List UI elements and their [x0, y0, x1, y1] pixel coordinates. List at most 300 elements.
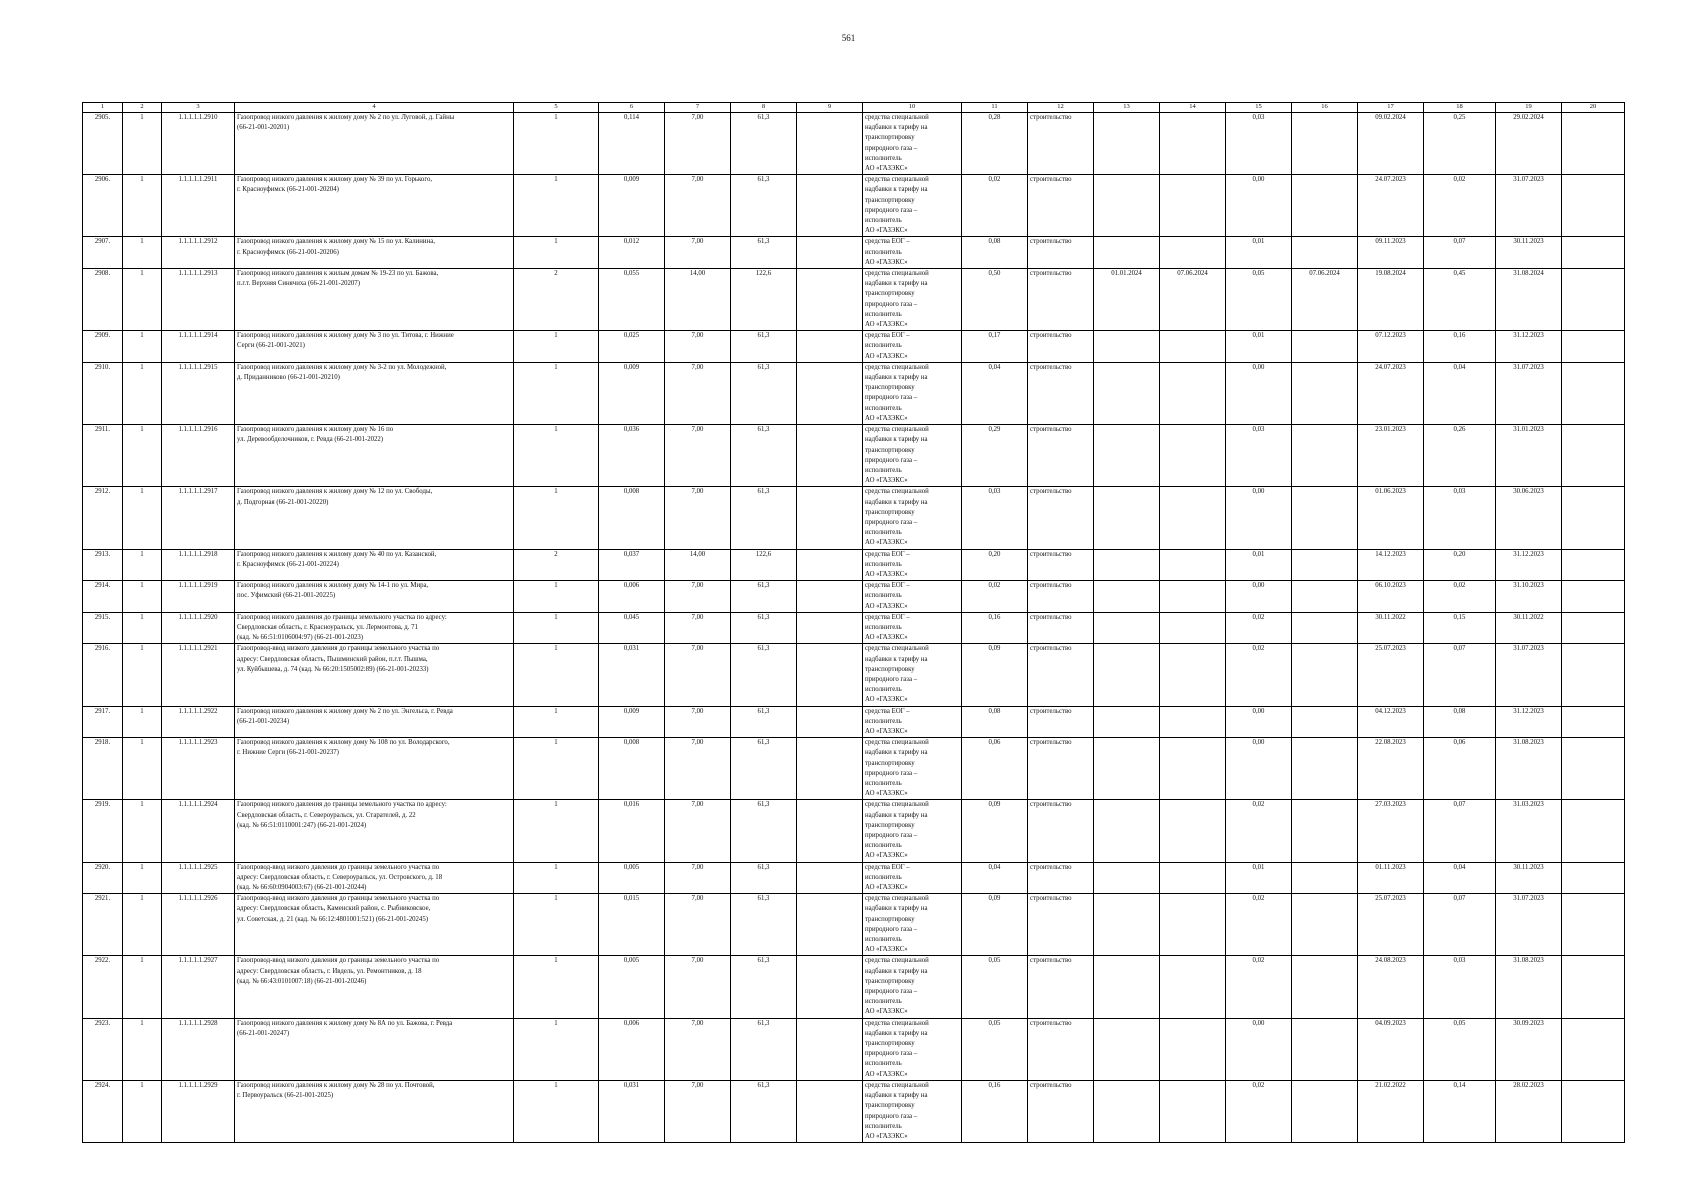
cell-cost: 0,03	[962, 487, 1028, 549]
cell-work-type: строительство	[1028, 175, 1094, 237]
cell-col-15: 0,02	[1226, 956, 1292, 1018]
cell-object-code: 1.1.1.1.1.2928	[162, 1018, 235, 1080]
cell-value: 0,07	[1424, 644, 1496, 706]
cell-completion-date: 01.06.2023	[1358, 487, 1424, 549]
cell-col-20	[1562, 612, 1625, 644]
cell-capacity: 61,3	[731, 706, 797, 738]
table-row	[83, 1018, 1625, 1080]
cell-work-type: строительство	[1028, 738, 1094, 800]
column-number-row	[83, 103, 1625, 113]
cell-object-name: Газопровод низкого давления к жилому дому № 8А по ул. Бажова, г. Ревда (66-21-001-20247)	[235, 1018, 514, 1080]
table-row	[83, 800, 1625, 862]
cell-object-code: 1.1.1.1.1.2920	[162, 612, 235, 644]
cell-value: 0,06	[1424, 738, 1496, 800]
cell-end-date	[1160, 706, 1226, 738]
column-number-header: 14	[1160, 103, 1226, 113]
cell-diameter: 7,00	[665, 612, 731, 644]
cell-object-name: Газопровод-ввод низкого давления до границы земельного участка по адресу: Свердловская область, Пышминский район, п.г.т. Пышма, ул. Куйбышева, д. 74 (кад. № 66:20:1505002:89) (66-21-001-20233)	[235, 644, 514, 706]
table-row	[83, 113, 1625, 175]
cell-end-date	[1160, 487, 1226, 549]
cell-length: 0,114	[599, 113, 665, 175]
cell-work-type: строительство	[1028, 1018, 1094, 1080]
cell-object-name: Газопровод низкого давления к жилому дому № 39 по ул. Горького, г. Красноуфимск (66-21-001-20204)	[235, 175, 514, 237]
cell-diameter: 7,00	[665, 956, 731, 1018]
cell-col-16	[1292, 331, 1358, 363]
cell-diameter: 7,00	[665, 175, 731, 237]
cell-col-5: 1	[514, 956, 599, 1018]
cell-commissioning-date: 31.12.2023	[1496, 706, 1562, 738]
cell-row-number: 2917.	[83, 706, 123, 738]
cell-cost: 0,08	[962, 706, 1028, 738]
cell-length: 0,009	[599, 362, 665, 424]
cell-row-number: 2921.	[83, 894, 123, 956]
column-number-header: 17	[1358, 103, 1424, 113]
cell-col-20	[1562, 800, 1625, 862]
cell-col-20	[1562, 113, 1625, 175]
cell-commissioning-date: 30.09.2023	[1496, 1018, 1562, 1080]
table-row	[83, 549, 1625, 581]
cell-object-name: Газопровод низкого давления к жилому дому № 16 по ул. Деревообделочников, г. Ревда (66-21-001-2022)	[235, 425, 514, 487]
cell-work-type: строительство	[1028, 269, 1094, 331]
cell-col-15: 0,00	[1226, 706, 1292, 738]
cell-start-date	[1094, 612, 1160, 644]
cell-value: 0,03	[1424, 956, 1496, 1018]
cell-object-name: Газопровод низкого давления к жилым домам № 19-23 по ул. Бажова, п.г.т. Верхняя Синячиха (66-21-001-20207)	[235, 269, 514, 331]
cell-commissioning-date: 31.08.2023	[1496, 956, 1562, 1018]
cell-diameter: 7,00	[665, 644, 731, 706]
cell-capacity: 61,3	[731, 894, 797, 956]
cell-end-date	[1160, 612, 1226, 644]
cell-col-9	[797, 1018, 863, 1080]
cell-commissioning-date: 30.11.2023	[1496, 237, 1562, 269]
cell-length: 0,008	[599, 738, 665, 800]
cell-work-type: строительство	[1028, 894, 1094, 956]
cell-diameter: 7,00	[665, 894, 731, 956]
cell-capacity: 61,3	[731, 331, 797, 363]
cell-start-date	[1094, 800, 1160, 862]
cell-work-type: строительство	[1028, 331, 1094, 363]
table-row	[83, 362, 1625, 424]
cell-completion-date: 09.02.2024	[1358, 113, 1424, 175]
cell-funding-source: средства специальной надбавки к тарифу на транспортировку природного газа – исполнитель АО «ГАЗЭКС»	[863, 738, 962, 800]
cell-length: 0,008	[599, 487, 665, 549]
cell-completion-date: 25.07.2023	[1358, 894, 1424, 956]
cell-value: 0,02	[1424, 581, 1496, 613]
cell-row-number: 2913.	[83, 549, 123, 581]
cell-length: 0,025	[599, 331, 665, 363]
cell-col-20	[1562, 237, 1625, 269]
cell-col-2: 1	[123, 331, 162, 363]
cell-work-type: строительство	[1028, 800, 1094, 862]
cell-work-type: строительство	[1028, 487, 1094, 549]
cell-object-name: Газопровод низкого давления до границы земельного участка по адресу: Свердловская область, г. Красноуральск, ул. Лермонтова, д. 71 (кад. № 66:51:0106004:97) (66-21-001-2023)	[235, 612, 514, 644]
cell-work-type: строительство	[1028, 237, 1094, 269]
cell-diameter: 7,00	[665, 581, 731, 613]
cell-col-16	[1292, 175, 1358, 237]
cell-col-15: 0,02	[1226, 894, 1292, 956]
cell-end-date	[1160, 1080, 1226, 1142]
cell-col-5: 1	[514, 362, 599, 424]
column-number-header: 15	[1226, 103, 1292, 113]
cell-row-number: 2919.	[83, 800, 123, 862]
cell-commissioning-date: 31.08.2024	[1496, 269, 1562, 331]
page-number: 561	[841, 33, 856, 43]
cell-length: 0,036	[599, 425, 665, 487]
cell-cost: 0,09	[962, 894, 1028, 956]
cell-funding-source: средства ЕОГ – исполнитель АО «ГАЗЭКС»	[863, 549, 962, 581]
cell-col-5: 1	[514, 894, 599, 956]
cell-object-code: 1.1.1.1.1.2911	[162, 175, 235, 237]
cell-capacity: 61,3	[731, 175, 797, 237]
cell-col-5: 1	[514, 612, 599, 644]
cell-col-20	[1562, 706, 1625, 738]
cell-end-date	[1160, 425, 1226, 487]
cell-col-2: 1	[123, 862, 162, 894]
cell-col-15: 0,01	[1226, 237, 1292, 269]
cell-col-16	[1292, 956, 1358, 1018]
cell-start-date	[1094, 581, 1160, 613]
cell-funding-source: средства ЕОГ – исполнитель АО «ГАЗЭКС»	[863, 237, 962, 269]
cell-col-15: 0,00	[1226, 175, 1292, 237]
cell-col-5: 2	[514, 269, 599, 331]
cell-funding-source: средства специальной надбавки к тарифу на транспортировку природного газа – исполнитель АО «ГАЗЭКС»	[863, 800, 962, 862]
table-row	[83, 644, 1625, 706]
cell-end-date	[1160, 331, 1226, 363]
cell-col-5: 1	[514, 862, 599, 894]
cell-end-date	[1160, 549, 1226, 581]
cell-length: 0,009	[599, 706, 665, 738]
cell-col-2: 1	[123, 581, 162, 613]
cell-col-5: 1	[514, 331, 599, 363]
cell-object-name: Газопровод-ввод низкого давления до границы земельного участка по адресу: Свердловская область, г. Ивдель, ул. Ремонтников, д. 18 (кад. № 66:43:0101007:18) (66-21-001-20246)	[235, 956, 514, 1018]
cell-col-15: 0,02	[1226, 1080, 1292, 1142]
cell-work-type: строительство	[1028, 644, 1094, 706]
cell-row-number: 2914.	[83, 581, 123, 613]
cell-commissioning-date: 30.06.2023	[1496, 487, 1562, 549]
cell-col-20	[1562, 362, 1625, 424]
table-row	[83, 581, 1625, 613]
table-row	[83, 956, 1625, 1018]
cell-start-date	[1094, 1018, 1160, 1080]
cell-object-name: Газопровод низкого давления к жилому дому № 28 по ул. Почтовой, г. Первоуральск (66-21-001-2025)	[235, 1080, 514, 1142]
cell-object-code: 1.1.1.1.1.2923	[162, 738, 235, 800]
cell-value: 0,04	[1424, 862, 1496, 894]
cell-col-9	[797, 862, 863, 894]
cell-col-9	[797, 549, 863, 581]
cell-commissioning-date: 31.07.2023	[1496, 894, 1562, 956]
cell-work-type: строительство	[1028, 956, 1094, 1018]
cell-capacity: 61,3	[731, 237, 797, 269]
cell-completion-date: 04.09.2023	[1358, 1018, 1424, 1080]
cell-col-16	[1292, 800, 1358, 862]
cell-end-date	[1160, 362, 1226, 424]
cell-col-2: 1	[123, 425, 162, 487]
cell-completion-date: 24.08.2023	[1358, 956, 1424, 1018]
cell-completion-date: 19.08.2024	[1358, 269, 1424, 331]
cell-col-5: 1	[514, 706, 599, 738]
cell-object-code: 1.1.1.1.1.2910	[162, 113, 235, 175]
cell-diameter: 7,00	[665, 862, 731, 894]
cell-col-2: 1	[123, 175, 162, 237]
cell-value: 0,04	[1424, 362, 1496, 424]
cell-object-name: Газопровод низкого давления к жилому дому № 40 по ул. Казанской, г. Красноуфимск (66-21-001-20224)	[235, 549, 514, 581]
table-row	[83, 237, 1625, 269]
cell-col-2: 1	[123, 612, 162, 644]
cell-end-date	[1160, 862, 1226, 894]
cell-completion-date: 06.10.2023	[1358, 581, 1424, 613]
cell-col-5: 1	[514, 237, 599, 269]
cell-col-15: 0,03	[1226, 113, 1292, 175]
cell-col-5: 1	[514, 1018, 599, 1080]
cell-capacity: 61,3	[731, 644, 797, 706]
cell-work-type: строительство	[1028, 549, 1094, 581]
cell-col-16	[1292, 706, 1358, 738]
cell-col-16	[1292, 644, 1358, 706]
cell-row-number: 2918.	[83, 738, 123, 800]
cell-col-20	[1562, 175, 1625, 237]
cell-work-type: строительство	[1028, 425, 1094, 487]
cell-row-number: 2911.	[83, 425, 123, 487]
cell-col-16: 07.06.2024	[1292, 269, 1358, 331]
cell-col-20	[1562, 1080, 1625, 1142]
cell-col-2: 1	[123, 1080, 162, 1142]
cell-row-number: 2912.	[83, 487, 123, 549]
cell-work-type: строительство	[1028, 1080, 1094, 1142]
column-number-header: 13	[1094, 103, 1160, 113]
cell-diameter: 7,00	[665, 1018, 731, 1080]
cell-start-date	[1094, 331, 1160, 363]
cell-row-number: 2916.	[83, 644, 123, 706]
cell-capacity: 122,6	[731, 269, 797, 331]
cell-start-date	[1094, 894, 1160, 956]
cell-col-9	[797, 487, 863, 549]
cell-col-15: 0,01	[1226, 331, 1292, 363]
cell-value: 0,45	[1424, 269, 1496, 331]
cell-diameter: 7,00	[665, 487, 731, 549]
cell-row-number: 2909.	[83, 331, 123, 363]
cell-end-date	[1160, 237, 1226, 269]
cell-col-2: 1	[123, 549, 162, 581]
column-number-header: 5	[514, 103, 599, 113]
cell-value: 0,26	[1424, 425, 1496, 487]
cell-capacity: 61,3	[731, 800, 797, 862]
cell-col-2: 1	[123, 113, 162, 175]
cell-cost: 0,08	[962, 237, 1028, 269]
cell-commissioning-date: 31.03.2023	[1496, 800, 1562, 862]
table-row	[83, 738, 1625, 800]
cell-completion-date: 24.07.2023	[1358, 175, 1424, 237]
cell-col-9	[797, 706, 863, 738]
cell-length: 0,006	[599, 581, 665, 613]
investment-program-table	[82, 102, 1625, 1143]
cell-col-15: 0,05	[1226, 269, 1292, 331]
cell-cost: 0,02	[962, 175, 1028, 237]
cell-col-9	[797, 581, 863, 613]
cell-object-code: 1.1.1.1.1.2919	[162, 581, 235, 613]
cell-object-name: Газопровод-ввод низкого давления до границы земельного участка по адресу: Свердловская область, Каменский район, с. Рыбниковское, ул. Советская, д. 21 (кад. № 66:12:4801001:521) (66-21-001-20245)	[235, 894, 514, 956]
cell-object-code: 1.1.1.1.1.2912	[162, 237, 235, 269]
cell-value: 0,07	[1424, 800, 1496, 862]
cell-object-name: Газопровод низкого давления к жилому дому № 14-1 по ул. Мира, пос. Уфимский (66-21-001-20225)	[235, 581, 514, 613]
cell-end-date	[1160, 175, 1226, 237]
cell-length: 0,037	[599, 549, 665, 581]
cell-value: 0,07	[1424, 894, 1496, 956]
cell-object-code: 1.1.1.1.1.2924	[162, 800, 235, 862]
cell-col-16	[1292, 425, 1358, 487]
table-row	[83, 269, 1625, 331]
table-row	[83, 612, 1625, 644]
cell-diameter: 7,00	[665, 425, 731, 487]
cell-end-date: 07.06.2024	[1160, 269, 1226, 331]
cell-col-9	[797, 425, 863, 487]
cell-col-15: 0,00	[1226, 738, 1292, 800]
cell-end-date	[1160, 1018, 1226, 1080]
cell-col-5: 1	[514, 175, 599, 237]
cell-diameter: 7,00	[665, 706, 731, 738]
cell-value: 0,05	[1424, 1018, 1496, 1080]
cell-cost: 0,09	[962, 644, 1028, 706]
cell-row-number: 2924.	[83, 1080, 123, 1142]
table-row	[83, 894, 1625, 956]
cell-col-16	[1292, 894, 1358, 956]
cell-funding-source: средства специальной надбавки к тарифу на транспортировку природного газа – исполнитель АО «ГАЗЭКС»	[863, 362, 962, 424]
cell-object-code: 1.1.1.1.1.2927	[162, 956, 235, 1018]
cell-length: 0,009	[599, 175, 665, 237]
cell-col-9	[797, 175, 863, 237]
cell-col-15: 0,01	[1226, 549, 1292, 581]
cell-end-date	[1160, 800, 1226, 862]
column-number-header: 16	[1292, 103, 1358, 113]
cell-diameter: 14,00	[665, 269, 731, 331]
column-number-header: 6	[599, 103, 665, 113]
cell-col-9	[797, 644, 863, 706]
cell-length: 0,031	[599, 644, 665, 706]
column-number-header: 18	[1424, 103, 1496, 113]
cell-col-20	[1562, 269, 1625, 331]
cell-col-16	[1292, 612, 1358, 644]
cell-completion-date: 14.12.2023	[1358, 549, 1424, 581]
cell-start-date: 01.01.2024	[1094, 269, 1160, 331]
cell-col-2: 1	[123, 706, 162, 738]
cell-funding-source: средства специальной надбавки к тарифу на транспортировку природного газа – исполнитель АО «ГАЗЭКС»	[863, 894, 962, 956]
cell-funding-source: средства специальной надбавки к тарифу на транспортировку природного газа – исполнитель АО «ГАЗЭКС»	[863, 425, 962, 487]
cell-funding-source: средства ЕОГ – исполнитель АО «ГАЗЭКС»	[863, 612, 962, 644]
cell-completion-date: 07.12.2023	[1358, 331, 1424, 363]
cell-capacity: 61,3	[731, 738, 797, 800]
cell-cost: 0,09	[962, 800, 1028, 862]
cell-funding-source: средства специальной надбавки к тарифу на транспортировку природного газа – исполнитель АО «ГАЗЭКС»	[863, 956, 962, 1018]
table-row	[83, 487, 1625, 549]
cell-completion-date: 01.11.2023	[1358, 862, 1424, 894]
cell-funding-source: средства специальной надбавки к тарифу на транспортировку природного газа – исполнитель АО «ГАЗЭКС»	[863, 1080, 962, 1142]
cell-object-code: 1.1.1.1.1.2916	[162, 425, 235, 487]
cell-col-9	[797, 1080, 863, 1142]
cell-col-16	[1292, 1018, 1358, 1080]
cell-col-15: 0,02	[1226, 612, 1292, 644]
cell-cost: 0,28	[962, 113, 1028, 175]
cell-work-type: строительство	[1028, 706, 1094, 738]
cell-commissioning-date: 31.07.2023	[1496, 362, 1562, 424]
cell-col-15: 0,00	[1226, 1018, 1292, 1080]
cell-capacity: 61,3	[731, 425, 797, 487]
cell-funding-source: средства специальной надбавки к тарифу на транспортировку природного газа – исполнитель АО «ГАЗЭКС»	[863, 269, 962, 331]
cell-col-15: 0,03	[1226, 425, 1292, 487]
cell-object-code: 1.1.1.1.1.2929	[162, 1080, 235, 1142]
cell-capacity: 61,3	[731, 862, 797, 894]
cell-object-code: 1.1.1.1.1.2918	[162, 549, 235, 581]
cell-col-9	[797, 956, 863, 1018]
cell-length: 0,015	[599, 894, 665, 956]
cell-object-code: 1.1.1.1.1.2915	[162, 362, 235, 424]
cell-col-20	[1562, 581, 1625, 613]
cell-col-15: 0,01	[1226, 862, 1292, 894]
cell-capacity: 61,3	[731, 487, 797, 549]
cell-length: 0,005	[599, 862, 665, 894]
cell-col-2: 1	[123, 644, 162, 706]
cell-col-5: 1	[514, 113, 599, 175]
cell-object-code: 1.1.1.1.1.2926	[162, 894, 235, 956]
cell-commissioning-date: 30.11.2023	[1496, 862, 1562, 894]
cell-end-date	[1160, 894, 1226, 956]
cell-funding-source: средства специальной надбавки к тарифу на транспортировку природного газа – исполнитель АО «ГАЗЭКС»	[863, 113, 962, 175]
column-number-header: 8	[731, 103, 797, 113]
cell-funding-source: средства специальной надбавки к тарифу на транспортировку природного газа – исполнитель АО «ГАЗЭКС»	[863, 644, 962, 706]
cell-value: 0,14	[1424, 1080, 1496, 1142]
cell-col-20	[1562, 549, 1625, 581]
cell-col-2: 1	[123, 894, 162, 956]
column-number-header: 11	[962, 103, 1028, 113]
cell-object-code: 1.1.1.1.1.2913	[162, 269, 235, 331]
cell-work-type: строительство	[1028, 362, 1094, 424]
cell-row-number: 2910.	[83, 362, 123, 424]
cell-length: 0,055	[599, 269, 665, 331]
cell-object-name: Газопровод низкого давления к жилому дому № 2 по ул. Энгельса, г. Ревда (66-21-001-20234)	[235, 706, 514, 738]
cell-commissioning-date: 28.02.2023	[1496, 1080, 1562, 1142]
cell-col-16	[1292, 1080, 1358, 1142]
cell-col-20	[1562, 894, 1625, 956]
cell-value: 0,02	[1424, 175, 1496, 237]
column-number-header: 7	[665, 103, 731, 113]
cell-col-5: 1	[514, 425, 599, 487]
cell-col-9	[797, 362, 863, 424]
cell-diameter: 7,00	[665, 362, 731, 424]
cell-start-date	[1094, 862, 1160, 894]
column-number-header: 20	[1562, 103, 1625, 113]
cell-start-date	[1094, 113, 1160, 175]
cell-col-2: 1	[123, 956, 162, 1018]
cell-diameter: 7,00	[665, 1080, 731, 1142]
cell-col-16	[1292, 581, 1358, 613]
cell-start-date	[1094, 425, 1160, 487]
cell-value: 0,16	[1424, 331, 1496, 363]
cell-end-date	[1160, 644, 1226, 706]
cell-object-name: Газопровод низкого давления к жилому дому № 12 по ул. Свободы, д. Подгорная (66-21-001-20220)	[235, 487, 514, 549]
cell-cost: 0,04	[962, 862, 1028, 894]
table-row	[83, 1080, 1625, 1142]
cell-col-9	[797, 269, 863, 331]
cell-row-number: 2906.	[83, 175, 123, 237]
cell-cost: 0,29	[962, 425, 1028, 487]
cell-diameter: 7,00	[665, 800, 731, 862]
cell-col-20	[1562, 644, 1625, 706]
cell-col-20	[1562, 862, 1625, 894]
cell-col-2: 1	[123, 1018, 162, 1080]
cell-start-date	[1094, 487, 1160, 549]
cell-col-9	[797, 113, 863, 175]
cell-work-type: строительство	[1028, 612, 1094, 644]
cell-cost: 0,20	[962, 549, 1028, 581]
cell-completion-date: 30.11.2022	[1358, 612, 1424, 644]
